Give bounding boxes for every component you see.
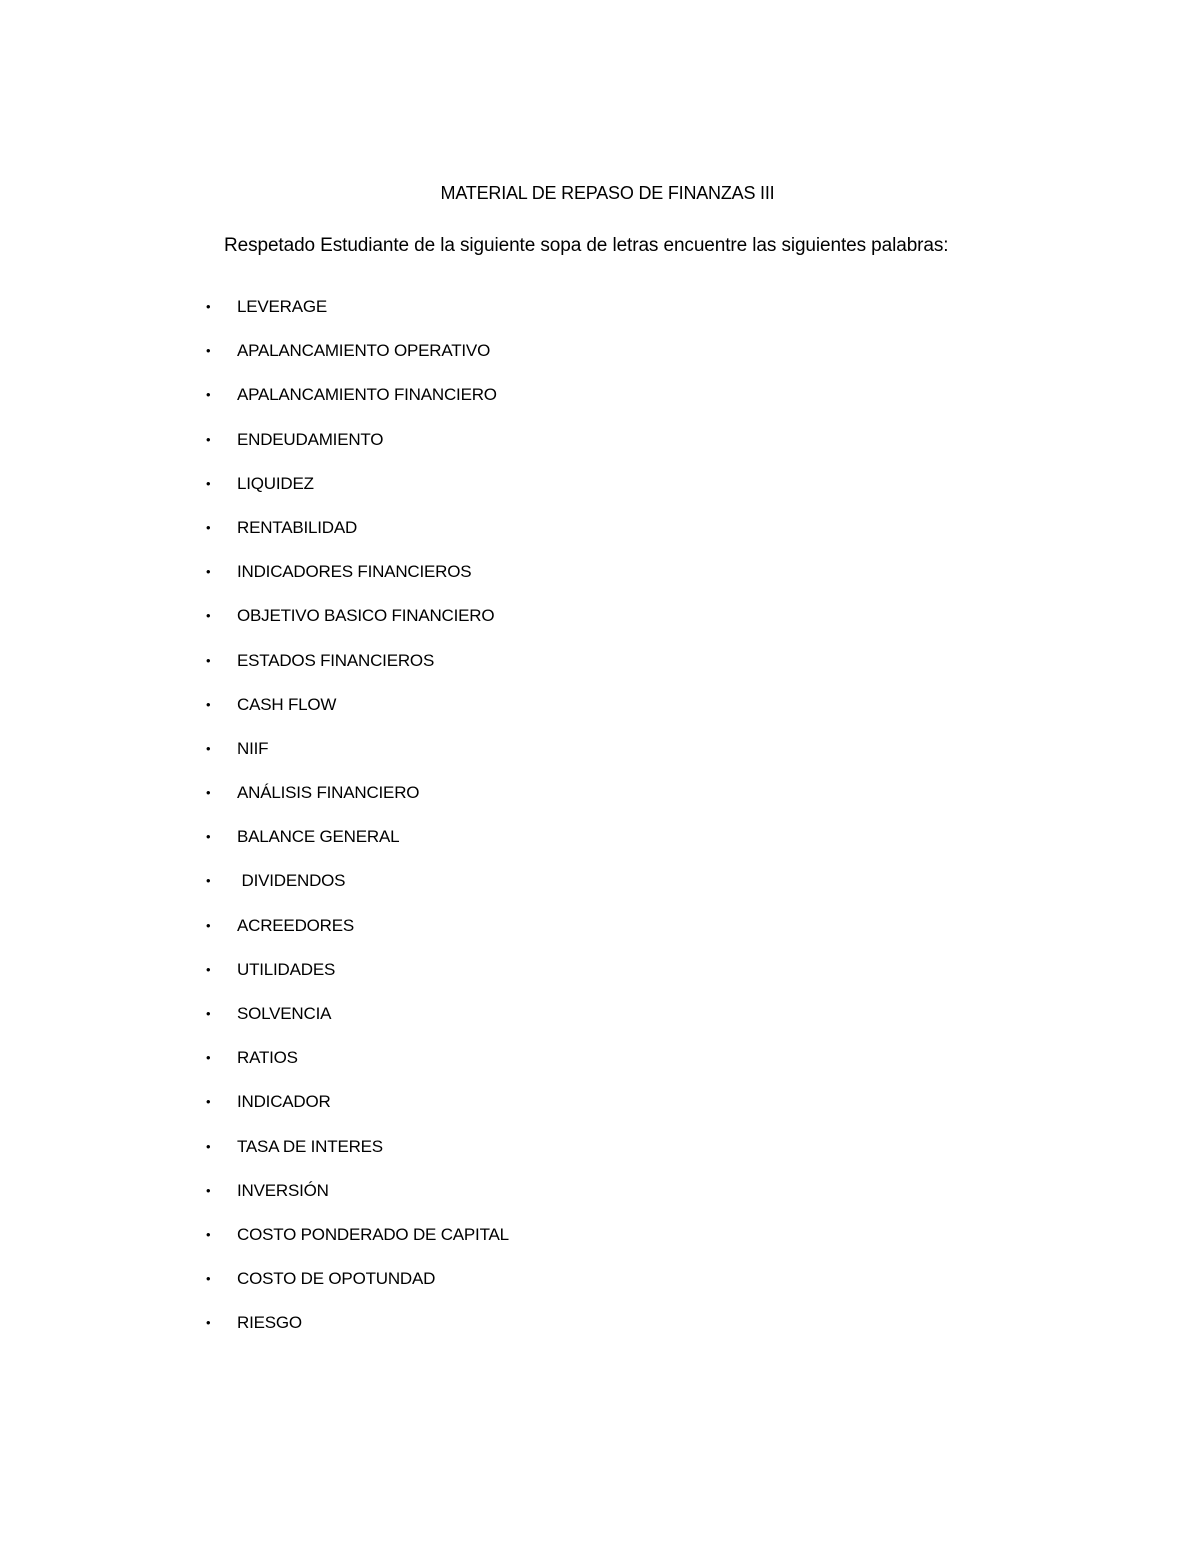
list-item: [200, 1046, 509, 1090]
list-item: [200, 781, 509, 825]
list-item-text: CASH FLOW: [237, 694, 337, 714]
bullet-icon: •: [206, 1006, 211, 1021]
list-item-text: BALANCE GENERAL: [237, 827, 400, 847]
list-item: [200, 295, 509, 339]
word-list: [200, 295, 509, 1356]
bullet-icon: •: [206, 829, 211, 845]
bullet-icon: •: [206, 299, 211, 314]
document-title: MATERIAL DE REPASO DE FINANZAS III: [440, 183, 775, 203]
list-item-text: ANÁLISIS FINANCIERO: [237, 783, 420, 803]
bullet-icon: •: [206, 1182, 211, 1198]
list-item: [200, 1135, 509, 1179]
bullet-icon: •: [206, 873, 211, 889]
list-item-text: DIVIDENDOS: [237, 871, 346, 891]
list-item: [200, 604, 509, 648]
list-item: [200, 737, 509, 781]
list-item-text: RIESGO: [237, 1313, 302, 1333]
list-item-text: COSTO DE OPOTUNDAD: [237, 1269, 436, 1289]
bullet-icon: •: [206, 608, 211, 624]
list-item-text: APALANCAMIENTO FINANCIERO: [237, 385, 497, 405]
list-item: [200, 1267, 509, 1311]
list-item-text: COSTO PONDERADO DE CAPITAL: [237, 1224, 509, 1244]
list-item: [200, 472, 509, 516]
bullet-icon: •: [206, 696, 211, 712]
list-item: [200, 1311, 509, 1355]
list-item: [200, 1179, 509, 1223]
list-item: [200, 1002, 509, 1046]
list-item-text: RENTABILIDAD: [237, 517, 358, 537]
list-item: [200, 869, 509, 913]
list-item: [200, 914, 509, 958]
bullet-icon: •: [206, 519, 211, 535]
list-item: [200, 825, 509, 869]
list-item-text: INVERSIÓN: [237, 1180, 329, 1200]
list-item: [200, 958, 509, 1002]
list-item-text: UTILIDADES: [237, 959, 336, 979]
bullet-icon: •: [206, 431, 211, 447]
bullet-icon: •: [206, 917, 211, 933]
list-item-text: ACREEDORES: [237, 915, 355, 935]
bullet-icon: •: [206, 1094, 211, 1110]
list-item-text: INDICADOR: [237, 1092, 331, 1112]
list-item-text: APALANCAMIENTO OPERATIVO: [237, 341, 491, 361]
list-item: [200, 339, 509, 383]
bullet-icon: •: [206, 387, 211, 403]
bullet-icon: •: [206, 740, 211, 756]
bullet-icon: •: [206, 564, 211, 580]
list-item: [200, 1223, 509, 1267]
list-item: [200, 1090, 509, 1134]
list-item: [200, 516, 509, 560]
list-item-text: NIIF: [237, 738, 269, 758]
list-item-text: ESTADOS FINANCIEROS: [237, 650, 435, 670]
list-item: [200, 383, 509, 427]
list-item-text: LEVERAGE: [237, 297, 328, 316]
list-item-text: LIQUIDEZ: [237, 473, 314, 493]
list-item: [200, 560, 509, 604]
bullet-icon: •: [206, 1050, 211, 1066]
intro-paragraph: Respetado Estudiante de la siguiente sopa de letras encuentre las siguientes palabras:: [224, 235, 949, 256]
bullet-icon: •: [206, 475, 211, 491]
bullet-icon: •: [206, 1226, 211, 1242]
list-item: [200, 428, 509, 472]
list-item-text: INDICADORES FINANCIEROS: [237, 562, 472, 582]
bullet-icon: •: [206, 961, 211, 977]
list-item-text: RATIOS: [237, 1048, 298, 1068]
bullet-icon: •: [206, 1138, 211, 1154]
bullet-icon: •: [206, 343, 211, 359]
list-item-text: SOLVENCIA: [237, 1004, 332, 1023]
list-item: [200, 693, 509, 737]
bullet-icon: •: [206, 1315, 211, 1331]
list-item-text: TASA DE INTERES: [237, 1136, 383, 1156]
list-item: [200, 649, 509, 693]
bullet-icon: •: [206, 652, 211, 668]
list-item-text: OBJETIVO BASICO FINANCIERO: [237, 606, 495, 626]
bullet-icon: •: [206, 1271, 211, 1287]
bullet-icon: •: [206, 785, 211, 801]
list-item-text: ENDEUDAMIENTO: [237, 429, 384, 449]
